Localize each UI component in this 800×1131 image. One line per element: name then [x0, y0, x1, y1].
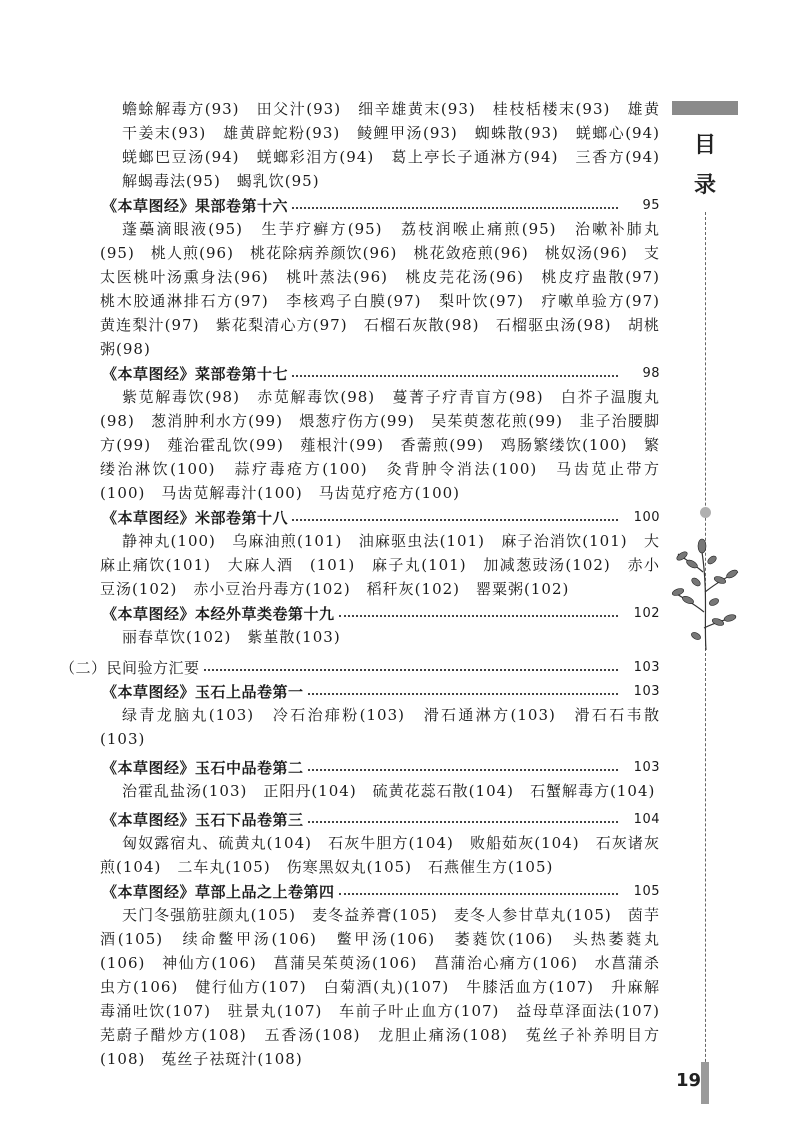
- toc-entry-list: 紫苋解毒饮(98) 赤苋解毒饮(98) 蔓菁子疗青盲方(98) 白芥子温腹丸(98) 葱消肿利水方(99) 煨葱疗伤方(99) 吴茱萸葱花煎(99) 韭子治腰脚方(99) 薤治霍乱饮(99) 薤根汁(99) 香薷煎(99) 鸡肠繁缕饮(100) 繁缕治淋饮(100) 蒜疗毒疮方(100) 灸背肿令消法(100) 马齿苋止带方(100) 马齿苋解毒汁(100) 马齿苋疗疮方(100): [100, 388, 660, 502]
- toc-entry-list: 丽春草饮(102) 紫堇散(103): [122, 628, 341, 646]
- toc-heading-page: 102: [633, 605, 660, 621]
- leader-dots: [339, 893, 618, 895]
- sidebar-title: 目录: [693, 133, 716, 198]
- toc-heading-title: 《本草图经》草部上品之上卷第四: [102, 882, 335, 901]
- toc-entry-list: 蟾蜍解毒方(93) 田父汁(93) 细辛雄黄末(93) 桂枝栝楼末(93) 雄黄干姜末(93) 雄黄辟蛇粉(93) 鲮鲤甲汤(93) 蜘蛛散(93) 蜣螂心(94) 蜣螂巴豆汤(94) 蜣螂彩泪方(94) 葛上亭长子通淋方(94) 三香方(94) 解蝎毒法(95) 蝎乳饮(95): [122, 100, 677, 190]
- toc-heading-page: 104: [633, 811, 660, 827]
- toc-heading-title: 《本草图经》果部卷第十六: [102, 196, 289, 215]
- toc-heading-page: 103: [633, 659, 660, 675]
- page-number-bar: [701, 1062, 709, 1104]
- plant-illustration-icon: [668, 532, 744, 652]
- leader-dots: [292, 375, 618, 377]
- toc-heading-section-18[interactable]: [100, 505, 660, 529]
- toc-entry-list: 绿青龙脑丸(103) 冷石治痱粉(103) 滑石通淋方(103) 滑石石韦散(103): [100, 706, 660, 748]
- toc-heading-page: 103: [633, 759, 660, 775]
- toc-heading-section-19[interactable]: [100, 601, 660, 625]
- toc-heading-part2-vol-3[interactable]: [100, 807, 660, 831]
- toc-entry-list: 治霍乱盐汤(103) 正阳丹(104) 硫黄花蕊石散(104) 石蟹解毒方(104): [122, 782, 656, 800]
- toc-entry-list: 蓬蘽滴眼液(95) 生芋疗癣方(95) 荔枝润喉止痛煎(95) 治嗽补肺丸(95) 桃人煎(96) 桃花除病养颜饮(96) 桃花敛疮煎(96) 桃奴汤(96) 支太医桃叶汤熏身法(96) 桃叶蒸法(96) 桃皮芫花汤(96) 桃皮疗蛊散(97) 桃木胶通淋排石方(97) 李核鸡子白膜(97) 梨叶饮(97) 疗嗽单验方(97) 黄连梨汁(97) 紫花梨清心方(97) 石榴石灰散(98) 石榴驱虫汤(98) 胡桃粥(98): [100, 220, 677, 358]
- toc-heading-part-2[interactable]: [60, 655, 660, 679]
- toc-heading-page: 95: [642, 197, 660, 213]
- toc-heading-title: 《本草图经》玉石上品卷第一: [102, 682, 304, 701]
- toc-heading-title: 《本草图经》本经外草类卷第十九: [102, 604, 335, 623]
- leader-dots: [339, 615, 618, 617]
- leader-dots: [308, 821, 618, 823]
- toc-heading-title: 《本草图经》玉石中品卷第二: [102, 758, 304, 777]
- leader-dots: [308, 769, 618, 771]
- page-number: 19: [676, 1070, 702, 1091]
- toc-heading-part2-vol-4[interactable]: [100, 879, 660, 903]
- toc-heading-page: 105: [633, 883, 660, 899]
- leader-dots: [308, 693, 618, 695]
- toc-entry-list: 匈奴露宿丸、硫黄丸(104) 石灰牛胆方(104) 败船茹灰(104) 石灰诸灰煎(104) 二车丸(105) 伤寒黑奴丸(105) 石燕催生方(105): [100, 834, 660, 876]
- leader-dots: [292, 207, 618, 209]
- sidebar-dot: [700, 507, 711, 518]
- leader-dots: [204, 669, 618, 671]
- toc-heading-title: 《本草图经》玉石下品卷第三: [102, 810, 304, 829]
- toc-heading-section-17[interactable]: [100, 361, 660, 385]
- sidebar-dashed-line: [705, 212, 706, 1102]
- toc-heading-part2-vol-1[interactable]: [100, 679, 660, 703]
- toc-entry-list: 静神丸(100) 乌麻油煎(101) 油麻驱虫法(101) 麻子治消饮(101) 大麻止痛饮(101) 大麻人酒 (101) 麻子丸(101) 加减葱豉汤(102) 赤小豆汤(102) 赤小豆治丹毒方(102) 稻秆灰(102) 罂粟粥(102): [100, 532, 660, 598]
- leader-dots: [292, 519, 618, 521]
- toc-entry-list: 天门冬强筋驻颜丸(105) 麦冬益养膏(105) 麦冬人参甘草丸(105) 茵芋酒(105) 续命鳖甲汤(106) 鳖甲汤(106) 萎蕤饮(106) 头热萎蕤丸(106) 神仙方(106) 菖蒲吴茱萸汤(106) 菖蒲治心痛方(106) 水菖蒲杀虫方(106) 健行仙方(107) 白菊酒(丸)(107) 牛膝活血方(107) 升麻解毒涌吐饮(107) 驻景丸(107) 车前子叶止血方(107) 益母草泽面法(107) 芜蔚子醋炒方(108) 五香汤(108) 龙胆止痛汤(108) 菟丝子补养明目方(108) 菟丝子祛斑汁(108): [100, 906, 677, 1068]
- sidebar-tab-bar: [672, 101, 738, 115]
- toc-heading-title: （二）民间验方汇要: [60, 658, 200, 677]
- toc-heading-section-16[interactable]: [100, 193, 660, 217]
- toc-heading-title: 《本草图经》菜部卷第十七: [102, 364, 289, 383]
- toc-heading-part2-vol-2[interactable]: [100, 755, 660, 779]
- toc-heading-title: 《本草图经》米部卷第十八: [102, 508, 289, 527]
- toc-heading-page: 98: [642, 365, 660, 381]
- toc-content: [60, 97, 677, 1071]
- toc-heading-page: 103: [633, 683, 660, 699]
- toc-heading-page: 100: [633, 509, 660, 525]
